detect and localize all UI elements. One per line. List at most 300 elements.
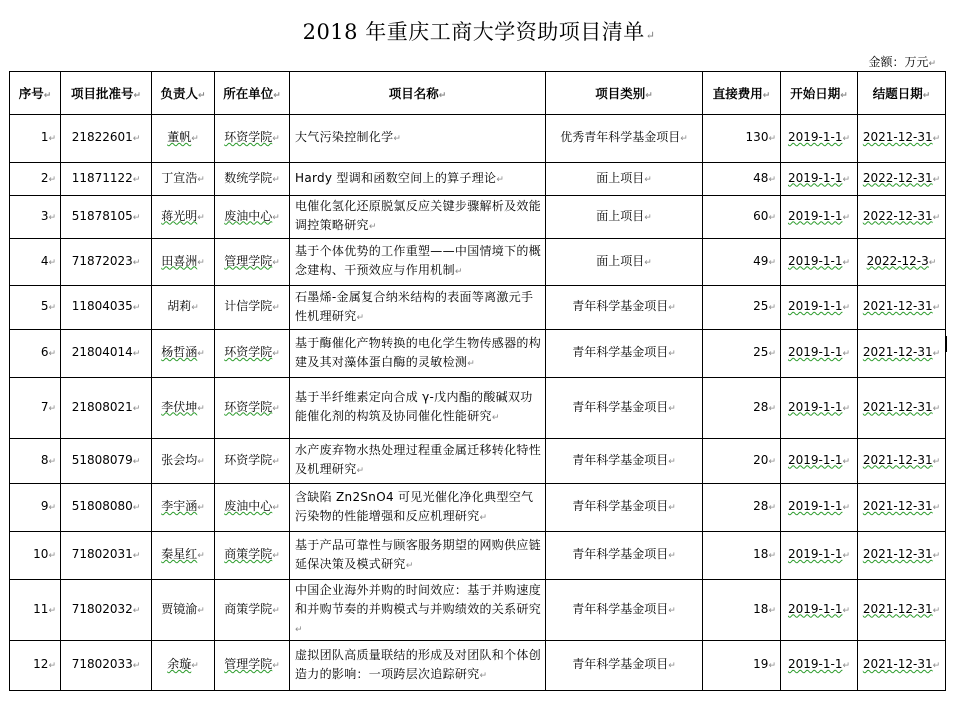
cell-text: 贾镜渝 (161, 601, 198, 616)
cell-text: 环资学院 (224, 452, 273, 467)
cell-no (10, 163, 61, 196)
cell-start-date (781, 196, 858, 239)
paragraph-mark-icon: ↵ (132, 456, 141, 467)
cell-direct-cost (703, 532, 781, 580)
header-text: 序号 (18, 86, 44, 101)
paragraph-mark-icon: ↵ (932, 212, 941, 223)
paragraph-mark-icon: ↵ (768, 257, 776, 268)
cell-text: 杨哲涵 (161, 345, 198, 359)
cell-text: 51808080 (71, 499, 133, 513)
cell-text: 秦星红 (161, 547, 198, 561)
cell-unit (215, 484, 290, 532)
cell-text: 8 (40, 452, 49, 467)
cell-end-date (858, 580, 946, 641)
paragraph-mark-icon: ↵ (842, 661, 850, 671)
paragraph-mark-icon: ↵ (132, 134, 141, 144)
paragraph-mark-icon: ↵ (454, 267, 463, 277)
cell-project-name (290, 439, 546, 484)
cell-project-name (290, 196, 546, 239)
cell-text: 余璇 (167, 657, 192, 671)
paragraph-mark-icon: ↵ (132, 605, 141, 616)
paragraph-mark-icon: ↵ (768, 212, 776, 223)
paragraph-mark-icon: ↵ (922, 91, 931, 101)
cell-text: 2021-12-31 (862, 601, 933, 616)
paragraph-mark-icon: ↵ (928, 257, 937, 268)
paragraph-mark-icon: ↵ (197, 212, 205, 223)
cell-start-date (781, 330, 858, 378)
paragraph-mark-icon: ↵ (132, 503, 141, 513)
cell-text: 2021-12-31 (862, 345, 933, 359)
cell-category (546, 239, 703, 286)
cell-approval-id (61, 163, 152, 196)
paragraph-mark-icon: ↵ (272, 134, 280, 144)
cell-approval-id (61, 580, 152, 641)
cell-leader (152, 641, 215, 691)
cell-direct-cost (703, 641, 781, 691)
cell-direct-cost (703, 580, 781, 641)
paragraph-mark-icon: ↵ (272, 349, 280, 359)
paragraph-mark-icon: ↵ (491, 413, 500, 423)
cell-text: 19 (753, 657, 769, 671)
paragraph-mark-icon: ↵ (356, 466, 365, 476)
cell-text: 3 (40, 208, 49, 223)
cell-text: 130 (745, 130, 769, 144)
paragraph-mark-icon: ↵ (842, 174, 850, 185)
cell-text: 71802031 (71, 547, 133, 561)
cell-end-date (858, 484, 946, 532)
cell-text: 基于半纤维素定向合成 γ-戊内酯的酸碱双功能催化剂的构筑及协同催化性能研究 (295, 390, 533, 423)
paragraph-mark-icon: ↵ (842, 257, 850, 268)
paragraph-mark-icon: ↵ (197, 403, 205, 414)
paragraph-mark-icon: ↵ (840, 91, 848, 101)
cell-text: 1 (40, 130, 49, 144)
cell-text: 5 (40, 299, 49, 313)
paragraph-mark-icon: ↵ (668, 605, 676, 616)
cell-text: 数统学院 (224, 170, 273, 185)
cell-approval-id (61, 196, 152, 239)
paragraph-mark-icon: ↵ (668, 551, 676, 561)
paragraph-mark-icon: ↵ (272, 661, 280, 671)
table-row (10, 484, 946, 532)
cell-text: 2021-12-31 (862, 452, 933, 467)
header-leader (152, 72, 215, 115)
cell-text: 10 (33, 547, 49, 561)
cell-direct-cost (703, 286, 781, 330)
cell-start-date (781, 641, 858, 691)
cell-text: 28 (753, 399, 769, 414)
cell-project-name (290, 532, 546, 580)
paragraph-mark-icon: ↵ (197, 503, 205, 513)
cell-text: 田喜洲 (161, 253, 198, 268)
paragraph-mark-icon: ↵ (197, 551, 205, 561)
cell-start-date (781, 286, 858, 330)
paragraph-mark-icon: ↵ (356, 312, 365, 323)
cell-text: 青年科学基金项目 (572, 452, 669, 467)
paragraph-mark-icon: ↵ (932, 661, 941, 671)
cell-no (10, 484, 61, 532)
table-row (10, 641, 946, 691)
cell-approval-id (61, 641, 152, 691)
paragraph-mark-icon: ↵ (48, 456, 56, 467)
cell-project-name (290, 286, 546, 330)
cell-category (546, 330, 703, 378)
paragraph-mark-icon: ↵ (932, 551, 941, 561)
header-project-name (290, 72, 546, 115)
cell-approval-id (61, 286, 152, 330)
cell-direct-cost (703, 239, 781, 286)
cell-text: 商策学院 (224, 601, 273, 616)
paragraph-mark-icon: ↵ (48, 403, 56, 414)
paragraph-mark-icon: ↵ (668, 349, 676, 359)
paragraph-mark-icon: ↵ (762, 91, 771, 101)
paragraph-mark-icon: ↵ (272, 605, 280, 616)
cell-text: 2021-12-31 (862, 657, 933, 671)
cell-text: 2019-1-1 (787, 601, 843, 616)
cell-text: 废油中心 (224, 499, 273, 513)
cell-text: 18 (753, 601, 769, 616)
paragraph-mark-icon: ↵ (768, 605, 776, 616)
cell-text: 11804035 (71, 299, 133, 313)
cell-unit (215, 286, 290, 330)
paragraph-mark-icon: ↵ (295, 624, 303, 635)
paragraph-mark-icon: ↵ (932, 605, 941, 616)
paragraph-mark-icon: ↵ (197, 605, 205, 616)
cell-text: 董帆 (167, 130, 192, 144)
cell-project-name (290, 378, 546, 439)
cell-text: 李伏坤 (161, 399, 198, 414)
paragraph-mark-icon: ↵ (191, 303, 199, 313)
cell-text: 9 (40, 499, 49, 513)
paragraph-mark-icon: ↵ (272, 403, 280, 414)
paragraph-mark-icon: ↵ (132, 551, 141, 561)
cell-category (546, 115, 703, 163)
paragraph-mark-icon: ↵ (644, 174, 652, 185)
cell-text: 环资学院 (224, 345, 273, 359)
cell-leader (152, 532, 215, 580)
cell-start-date (781, 532, 858, 580)
cell-text: 2022-12-3 (866, 253, 929, 268)
cell-category (546, 378, 703, 439)
cell-no (10, 580, 61, 641)
paragraph-mark-icon: ↵ (842, 403, 850, 414)
unit-text: 金额：万元 (868, 55, 929, 69)
cell-text: 2019-1-1 (787, 399, 843, 414)
cell-end-date (858, 330, 946, 378)
header-text: 负责人 (160, 86, 198, 101)
paragraph-mark-icon: ↵ (132, 661, 141, 671)
table-row (10, 239, 946, 286)
paragraph-mark-icon: ↵ (645, 91, 653, 101)
cell-text: 11 (33, 601, 49, 616)
cell-end-date (858, 239, 946, 286)
header-text: 项目类别 (595, 86, 646, 101)
header-end-date (858, 72, 946, 115)
cell-text: 2 (40, 170, 49, 185)
header-text: 所在单位 (223, 86, 274, 101)
paragraph-mark-icon: ↵ (272, 456, 280, 467)
paragraph-mark-icon: ↵ (768, 503, 776, 513)
cell-text: 面上项目 (596, 208, 645, 223)
cell-direct-cost (703, 196, 781, 239)
cell-approval-id (61, 115, 152, 163)
paragraph-mark-icon: ↵ (197, 257, 205, 268)
cell-text: 2021-12-31 (862, 299, 933, 313)
cell-text: 20 (753, 452, 769, 467)
paragraph-mark-icon: ↵ (842, 503, 850, 513)
cell-text: 大气污染控制化学 (295, 130, 394, 144)
table-header-row (10, 72, 946, 115)
cell-text: 71872023 (71, 253, 133, 268)
cell-start-date (781, 580, 858, 641)
cell-start-date (781, 484, 858, 532)
cell-text: 青年科学基金项目 (572, 399, 669, 414)
cell-text: 商策学院 (224, 547, 273, 561)
cell-category (546, 163, 703, 196)
cell-leader (152, 163, 215, 196)
cell-unit (215, 580, 290, 641)
paragraph-mark-icon: ↵ (668, 303, 676, 313)
paragraph-mark-icon: ↵ (197, 174, 205, 185)
cell-leader (152, 286, 215, 330)
cell-text: 丁宣浩 (161, 170, 198, 185)
table-row (10, 163, 946, 196)
cell-approval-id (61, 484, 152, 532)
cell-text: 青年科学基金项目 (572, 299, 669, 313)
cell-text: 优秀青年科学基金项目 (560, 130, 681, 144)
paragraph-mark-icon: ↵ (48, 605, 56, 616)
cell-text: 11871122 (71, 170, 133, 185)
cell-text: 李宇涵 (161, 499, 198, 513)
cell-text: 环资学院 (224, 130, 273, 144)
cell-text: 管理学院 (224, 657, 273, 671)
cell-start-date (781, 115, 858, 163)
paragraph-mark-icon: ↵ (132, 174, 141, 185)
cell-text: 2021-12-31 (862, 130, 933, 144)
table-row (10, 580, 946, 641)
cell-text: 2019-1-1 (787, 170, 843, 185)
paragraph-mark-icon: ↵ (191, 134, 199, 144)
cell-text: 2019-1-1 (787, 130, 843, 144)
paragraph-mark-icon: ↵ (132, 257, 141, 268)
paragraph-mark-icon: ↵ (272, 212, 280, 223)
cell-text: 51808079 (71, 452, 133, 467)
cell-unit (215, 239, 290, 286)
cell-text: Hardy 型调和函数空间上的算子理论 (295, 170, 497, 185)
paragraph-mark-icon: ↵ (668, 503, 676, 513)
cell-text: 2019-1-1 (787, 499, 843, 513)
paragraph-mark-icon: ↵ (932, 349, 941, 359)
cell-leader (152, 378, 215, 439)
table-body (10, 115, 946, 691)
header-category (546, 72, 703, 115)
paragraph-mark-icon: ↵ (48, 212, 56, 223)
cell-direct-cost (703, 484, 781, 532)
cell-text: 7 (40, 399, 49, 414)
paragraph-mark-icon: ↵ (48, 551, 56, 561)
cell-end-date (858, 286, 946, 330)
cell-project-name (290, 641, 546, 691)
header-start-date (781, 72, 858, 115)
cell-unit (215, 439, 290, 484)
paragraph-mark-icon: ↵ (272, 503, 280, 513)
cell-leader (152, 239, 215, 286)
header-no (10, 72, 61, 115)
paragraph-mark-icon: ↵ (197, 349, 205, 359)
paragraph-mark-icon: ↵ (272, 303, 280, 313)
cell-no (10, 286, 61, 330)
paragraph-mark-icon: ↵ (438, 91, 447, 101)
table-row (10, 286, 946, 330)
cell-end-date (858, 439, 946, 484)
paragraph-mark-icon: ↵ (496, 174, 505, 185)
cell-unit (215, 330, 290, 378)
cell-leader (152, 439, 215, 484)
cell-leader (152, 580, 215, 641)
paragraph-mark-icon: ↵ (48, 257, 56, 268)
paragraph-mark-icon: ↵ (48, 134, 56, 144)
cell-direct-cost (703, 163, 781, 196)
cell-text: 废油中心 (224, 208, 273, 223)
cell-unit (215, 532, 290, 580)
cell-text: 张会均 (161, 452, 198, 467)
cell-text: 25 (753, 345, 769, 359)
paragraph-mark-icon: ↵ (932, 503, 941, 513)
paragraph-mark-icon: ↵ (668, 661, 676, 671)
table-row (10, 532, 946, 580)
cell-text: 4 (40, 253, 49, 268)
cell-text: 2019-1-1 (787, 547, 843, 561)
paragraph-mark-icon: ↵ (48, 661, 56, 671)
cell-leader (152, 196, 215, 239)
paragraph-mark-icon: ↵ (842, 303, 850, 313)
header-text: 结题日期 (872, 86, 923, 101)
cell-text: 青年科学基金项目 (572, 601, 669, 616)
paragraph-mark-icon: ↵ (197, 456, 205, 467)
cell-text: 基于酶催化产物转换的电化学生物传感器的构建及其对藻体蛋白酶的灵敏检测 (295, 335, 542, 369)
paragraph-mark-icon: ↵ (932, 456, 941, 467)
cell-text: 青年科学基金项目 (572, 499, 669, 513)
paragraph-mark-icon: ↵ (842, 551, 850, 561)
cell-text: 48 (753, 170, 769, 185)
paragraph-mark-icon: ↵ (48, 503, 56, 513)
cell-text: 2021-12-31 (862, 399, 933, 414)
paragraph-mark-icon: ↵ (842, 134, 850, 144)
header-text: 项目名称 (388, 86, 439, 101)
cell-text: 2019-1-1 (787, 299, 843, 313)
paragraph-mark-icon: ↵ (680, 134, 688, 144)
cell-project-name (290, 163, 546, 196)
cell-approval-id (61, 532, 152, 580)
cell-text: 面上项目 (596, 170, 645, 185)
cell-leader (152, 484, 215, 532)
paragraph-mark-icon: ↵ (932, 174, 941, 185)
paragraph-mark-icon: ↵ (273, 91, 281, 101)
cell-direct-cost (703, 115, 781, 163)
cell-text: 管理学院 (224, 253, 273, 268)
cell-text: 青年科学基金项目 (572, 657, 669, 671)
cell-text: 12 (33, 657, 49, 671)
cell-text: 25 (753, 299, 769, 313)
title-text: 2018 年重庆工商大学资助项目清单 (302, 20, 645, 44)
cell-text: 18 (753, 547, 769, 561)
paragraph-mark-icon: ↵ (48, 349, 56, 359)
cell-text: 石墨烯-金属复合纳米结构的表面等离激元手性机理研究 (295, 289, 534, 323)
cell-text: 28 (753, 499, 769, 513)
header-unit (215, 72, 290, 115)
paragraph-mark-icon: ↵ (768, 661, 776, 671)
cell-unit (215, 163, 290, 196)
cell-no (10, 439, 61, 484)
paragraph-mark-icon: ↵ (272, 174, 280, 185)
paragraph-mark-icon: ↵ (405, 560, 414, 571)
paragraph-mark-icon: ↵ (842, 349, 850, 359)
paragraph-mark-icon: ↵ (132, 403, 141, 414)
cell-text: 面上项目 (596, 253, 645, 268)
cell-project-name (290, 484, 546, 532)
paragraph-mark-icon: ↵ (479, 512, 488, 523)
paragraph-mark-icon: ↵ (133, 91, 142, 101)
cell-no (10, 641, 61, 691)
cell-category (546, 532, 703, 580)
cell-no (10, 532, 61, 580)
cell-end-date (858, 378, 946, 439)
cell-text: 21808021 (71, 399, 133, 414)
paragraph-mark-icon: ↵ (768, 551, 776, 561)
paragraph-mark-icon: ↵ (768, 456, 776, 467)
cell-no (10, 239, 61, 286)
cell-project-name (290, 239, 546, 286)
cell-end-date (858, 641, 946, 691)
paragraph-mark-icon: ↵ (479, 670, 488, 681)
cell-text: 虚拟团队高质量联结的形成及对团队和个体创造力的影响：一项跨层次追踪研究 (295, 647, 542, 681)
cell-text: 2019-1-1 (787, 345, 843, 359)
paragraph-mark-icon: ↵ (932, 303, 941, 313)
cell-no (10, 378, 61, 439)
cell-text: 51878105 (71, 208, 133, 223)
cell-leader (152, 115, 215, 163)
header-text: 项目批准号 (70, 86, 134, 101)
paragraph-mark-icon: ↵ (842, 605, 850, 616)
header-approval-id (61, 72, 152, 115)
cell-text: 2022-12-31 (862, 208, 933, 223)
paragraph-mark-icon: ↵ (668, 403, 676, 414)
cell-text: 21822601 (71, 130, 133, 144)
cell-text: 环资学院 (224, 399, 273, 414)
cell-text: 2021-12-31 (862, 547, 933, 561)
cell-text: 2022-12-31 (862, 170, 933, 185)
cell-text: 71802033 (71, 657, 133, 671)
cell-unit (215, 378, 290, 439)
table-row (10, 196, 946, 239)
cell-no (10, 196, 61, 239)
cell-text: 6 (40, 345, 49, 359)
paragraph-mark-icon: ↵ (43, 91, 52, 101)
cell-text: 中国企业海外并购的时间效应：基于并购速度和并购节奏的并购模式与并购绩效的关系研究 (295, 582, 542, 616)
paragraph-mark-icon: ↵ (932, 134, 941, 144)
paragraph-mark-icon: ↵ (768, 403, 776, 414)
paragraph-mark-icon: ↵ (467, 358, 476, 369)
cell-text: 计信学院 (224, 299, 273, 313)
cell-text: 青年科学基金项目 (572, 345, 669, 359)
cell-category (546, 439, 703, 484)
cell-text: 青年科学基金项目 (572, 547, 669, 561)
cell-approval-id (61, 330, 152, 378)
paragraph-mark-icon: ↵ (842, 456, 850, 467)
cell-text: 胡莉 (167, 299, 192, 313)
cell-category (546, 286, 703, 330)
cell-start-date (781, 378, 858, 439)
paragraph-mark-icon: ↵ (932, 403, 941, 414)
